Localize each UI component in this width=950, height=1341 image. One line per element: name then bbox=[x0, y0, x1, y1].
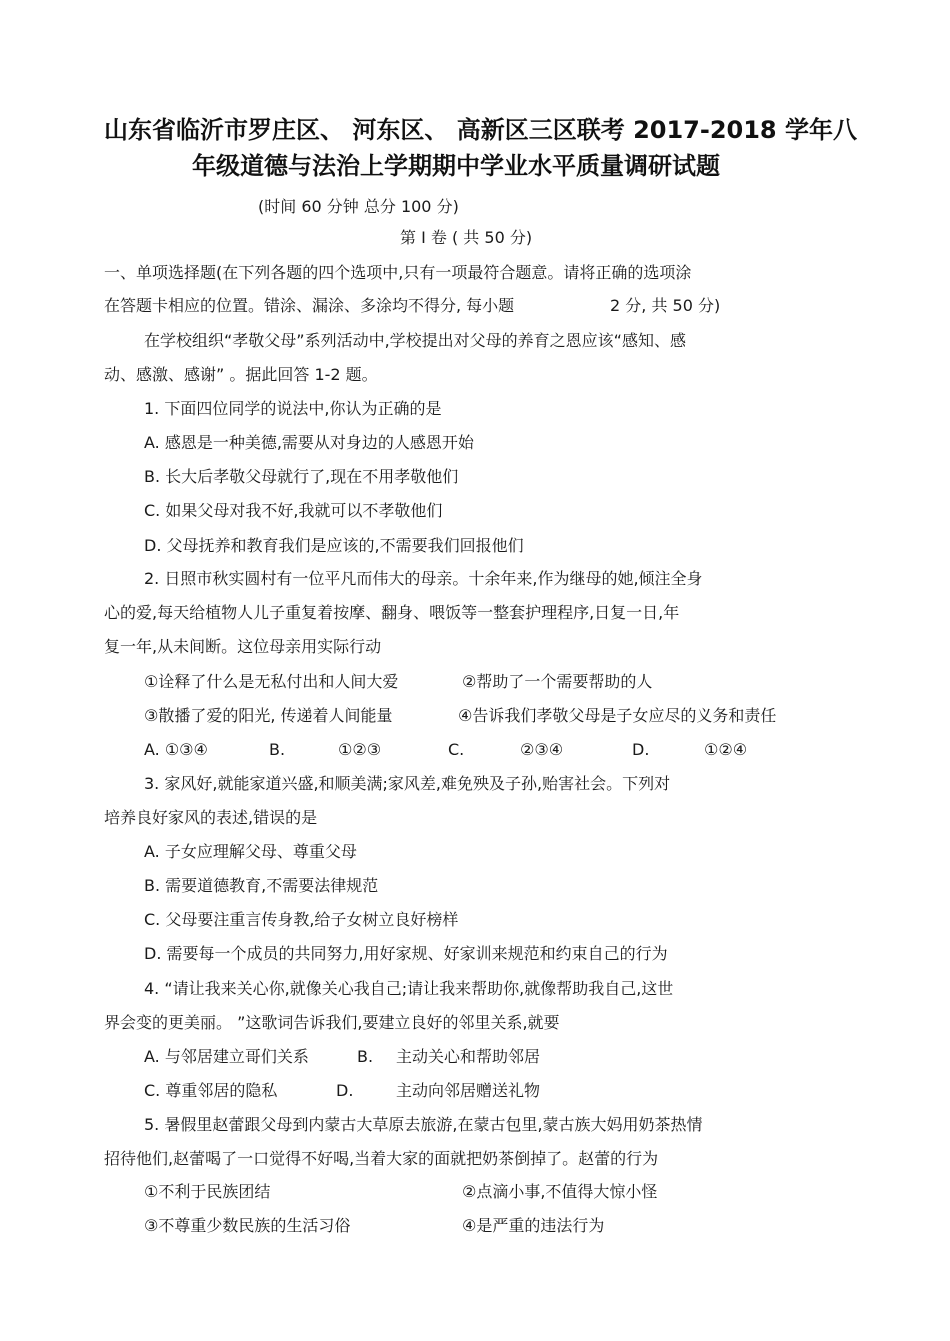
section-intro-line2: 在答题卡相应的位置。错涂、漏涂、多涂均不得分, 每小题 bbox=[104, 296, 515, 315]
q1-option-b: B. 长大后孝敬父母就行了,现在不用孝敬他们 bbox=[144, 467, 459, 486]
page-title-line1: 山东省临沂市罗庄区、 河东区、 高新区三区联考 2017-2018 学年八 bbox=[104, 116, 857, 144]
q3-option-a: A. 子女应理解父母、尊重父母 bbox=[144, 842, 357, 861]
q2-option-a: A. ①③④ bbox=[144, 740, 208, 759]
q4-option-c: C. 尊重邻居的隐私 bbox=[144, 1081, 278, 1100]
q1-option-c: C. 如果父母对我不好,我就可以不孝敬他们 bbox=[144, 501, 443, 520]
q2-stem-line3: 复一年,从未间断。这位母亲用实际行动 bbox=[104, 637, 382, 656]
q4-option-d-label: D. bbox=[336, 1081, 354, 1100]
q1-option-d: D. 父母抚养和教育我们是应该的,不需要我们回报他们 bbox=[144, 536, 524, 555]
q5-item-1: ①不利于民族团结 bbox=[144, 1182, 271, 1201]
q3-stem-line2: 培养良好家风的表述,错误的是 bbox=[104, 808, 318, 827]
q4-stem-line2: 界会变的更美丽。 ”这歌词告诉我们,要建立良好的邻里关系,就要 bbox=[104, 1013, 560, 1032]
q5-stem-line2: 招待他们,赵蕾喝了一口觉得不好喝,当着大家的面就把奶茶倒掉了。赵蕾的行为 bbox=[104, 1149, 659, 1168]
q2-item-2: ②帮助了一个需要帮助的人 bbox=[462, 672, 653, 691]
q1-stem: 1. 下面四位同学的说法中,你认为正确的是 bbox=[144, 399, 442, 418]
q2-option-d-label: D. bbox=[632, 740, 650, 759]
q4-option-b: 主动关心和帮助邻居 bbox=[396, 1047, 541, 1066]
section-intro-score: 2 分, 共 50 分) bbox=[610, 296, 721, 315]
q5-item-3: ③不尊重少数民族的生活习俗 bbox=[144, 1216, 351, 1235]
q4-option-b-label: B. bbox=[357, 1047, 374, 1066]
context-line1: 在学校组织“孝敬父母”系列活动中,学校提出对父母的养育之恩应该“感知、感 bbox=[144, 331, 686, 350]
q2-option-b: ①②③ bbox=[338, 740, 382, 759]
q2-option-c-label: C. bbox=[448, 740, 465, 759]
q4-option-d: 主动向邻居赠送礼物 bbox=[396, 1081, 541, 1100]
volume-heading: 第 Ⅰ 卷 ( 共 50 分) bbox=[400, 228, 533, 247]
q4-option-a: A. 与邻居建立哥们关系 bbox=[144, 1047, 309, 1066]
q2-option-b-label: B. bbox=[269, 740, 286, 759]
q2-item-4: ④告诉我们孝敬父母是子女应尽的义务和责任 bbox=[458, 706, 777, 725]
q2-item-1: ①诠释了什么是无私付出和人间大爱 bbox=[144, 672, 399, 691]
q2-item-3: ③散播了爱的阳光, 传递着人间能量 bbox=[144, 706, 393, 725]
q4-stem-line1: 4. “请让我来关心你,就像关心我自己;请让我来帮助你,就像帮助我自己,这世 bbox=[144, 979, 674, 998]
q3-option-d: D. 需要每一个成员的共同努力,用好家规、好家训来规范和约束自己的行为 bbox=[144, 944, 668, 963]
context-line2: 动、感激、感谢” 。据此回答 1-2 题。 bbox=[104, 365, 378, 384]
q5-item-4: ④是严重的违法行为 bbox=[462, 1216, 605, 1235]
q3-option-b: B. 需要道德教育,不需要法律规范 bbox=[144, 876, 379, 895]
q2-stem-line2: 心的爱,每天给植物人儿子重复着按摩、翻身、喂饭等一整套护理程序,日复一日,年 bbox=[104, 603, 680, 622]
exam-time-info: (时间 60 分钟 总分 100 分) bbox=[258, 197, 459, 216]
section-intro-line1: 一、单项选择题(在下列各题的四个选项中,只有一项最符合题意。请将正确的选项涂 bbox=[104, 263, 692, 282]
q1-option-a: A. 感恩是一种美德,需要从对身边的人感恩开始 bbox=[144, 433, 474, 452]
q5-item-2: ②点滴小事,不值得大惊小怪 bbox=[462, 1182, 658, 1201]
q2-stem-line1: 2. 日照市秋实圆村有一位平凡而伟大的母亲。十余年来,作为继母的她,倾注全身 bbox=[144, 569, 703, 588]
q3-stem-line1: 3. 家风好,就能家道兴盛,和顺美满;家风差,难免殃及子孙,贻害社会。下列对 bbox=[144, 774, 671, 793]
q3-option-c: C. 父母要注重言传身教,给子女树立良好榜样 bbox=[144, 910, 459, 929]
page-title-line2: 年级道德与法治上学期期中学业水平质量调研试题 bbox=[192, 152, 720, 180]
q2-option-d: ①②④ bbox=[704, 740, 748, 759]
q5-stem-line1: 5. 暑假里赵蕾跟父母到内蒙古大草原去旅游,在蒙古包里,蒙古族大妈用奶茶热情 bbox=[144, 1115, 703, 1134]
q2-option-c: ②③④ bbox=[520, 740, 564, 759]
